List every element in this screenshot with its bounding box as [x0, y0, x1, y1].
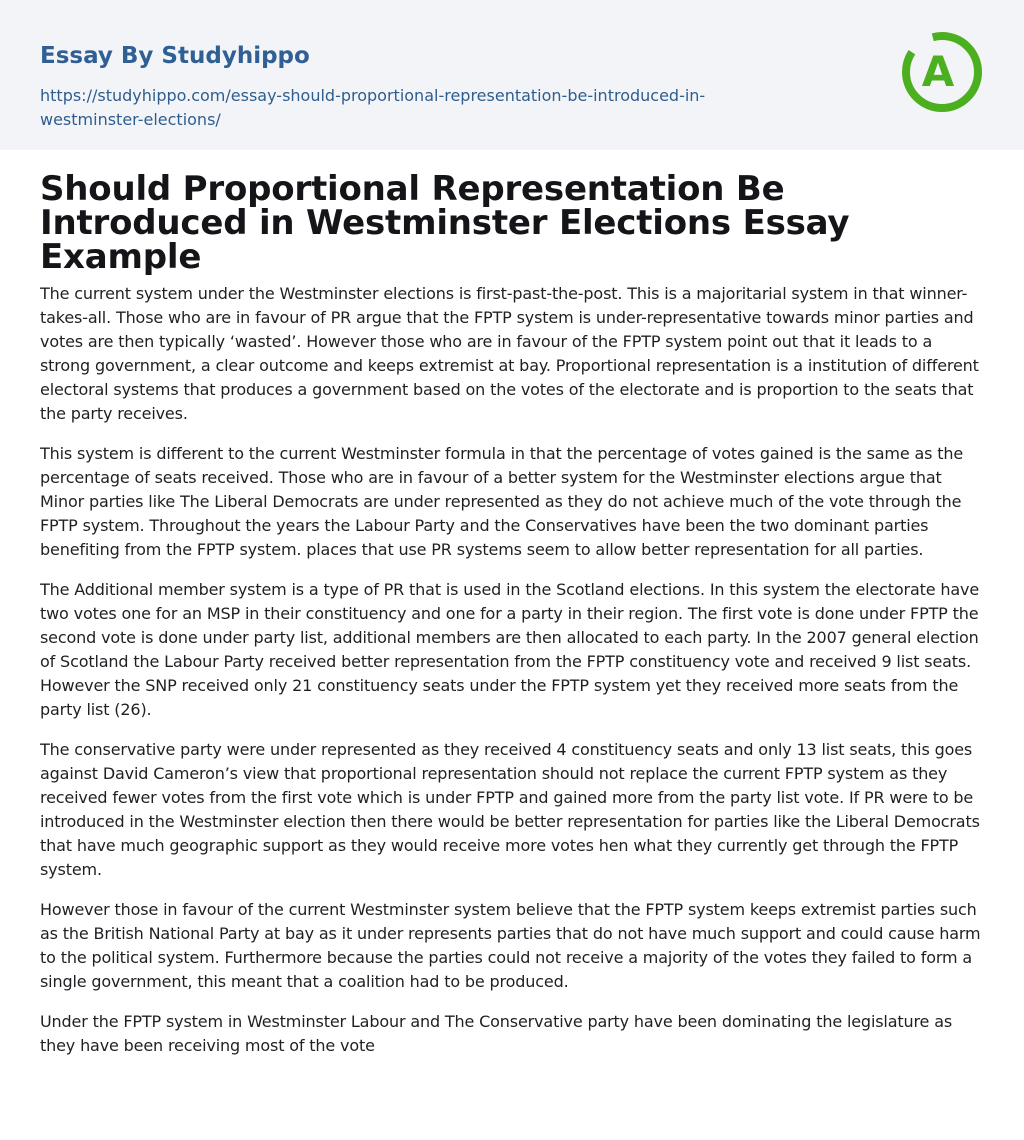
a-ring-logo-icon[interactable] — [898, 28, 986, 116]
site-brand[interactable]: Essay By Studyhippo — [40, 43, 310, 69]
essay-paragraph-4: The conservative party were under represented as they received 4 constituency seats and only 13 list seats, this goes against David Cameron’s view that proportional representation should not replace the current FPTP system as they received fewer votes from the first vote which is under FPTP and gained more from the party list vote. If PR were to be introduced in the Westminster election then there would be better representation for parties like the Liberal Democrats that have much geographic support as they would receive more votes hen what they currently get through the FPTP system. — [40, 740, 980, 879]
essay-paragraph-3: The Additional member system is a type of PR that is used in the Scotland elections. In this system the electorate have two votes one for an MSP in their constituency and one for a party in their region. The first vote is done under FPTP the second vote is done under party list, additional members are then allocated to each party. In the 2007 general election of Scotland the Labour Party received better representation from the FPTP constituency vote and received 9 list seats. However the SNP received only 21 constituency seats under the FPTP system yet they received more seats from the party list (26). — [40, 580, 980, 719]
logo-letter: A — [921, 47, 955, 96]
logo-graphic — [898, 28, 986, 116]
essay-url-link[interactable]: https://studyhippo.com/essay-should-proportional-representation-be-introduced-in-westminster-elections/ — [40, 86, 706, 129]
essay-title: Should Proportional Representation Be Introduced in Westminster Elections Essay Example — [40, 169, 850, 277]
essay-paragraph-6: Under the FPTP system in Westminster Labour and The Conservative party have been dominating the legislature as they have been receiving most of the vote — [40, 1012, 953, 1055]
essay-paragraph-1: The current system under the Westminster elections is first-past-the-post. This is a majoritarial system in that winner-takes-all. Those who are in favour of PR argue that the FPTP system is under-representative towards minor parties and votes are then typically ‘wasted’. However those who are in favour of the FPTP system point out that it leads to a strong government, a clear outcome and keeps extremist at bay. Proportional representation is a institution of different electoral systems that produces a government based on the votes of the electorate and is proportion to the seats that the party receives. — [40, 284, 979, 423]
site-header — [0, 0, 1024, 150]
essay-paragraph-2: This system is different to the current Westminster formula in that the percentage of votes gained is the same as the percentage of seats received. Those who are in favour of a better system for the Westminster elections argue that Minor parties like The Liberal Democrats are under represented as they do not achieve much of the vote through the FPTP system. Throughout the years the Labour Party and the Conservatives have been the two dominant parties benefiting from the FPTP system. places that use PR systems seem to allow better representation for all parties. — [40, 444, 964, 559]
essay-content — [0, 150, 1024, 1058]
essay-paragraph-5: However those in favour of the current Westminster system believe that the FPTP system keeps extremist parties such as the British National Party at bay as it under represents parties that do not have much support and could cause harm to the political system. Furthermore because the parties could not receive a majority of the votes they failed to form a single government, this meant that a coalition had to be produced. — [40, 900, 981, 991]
